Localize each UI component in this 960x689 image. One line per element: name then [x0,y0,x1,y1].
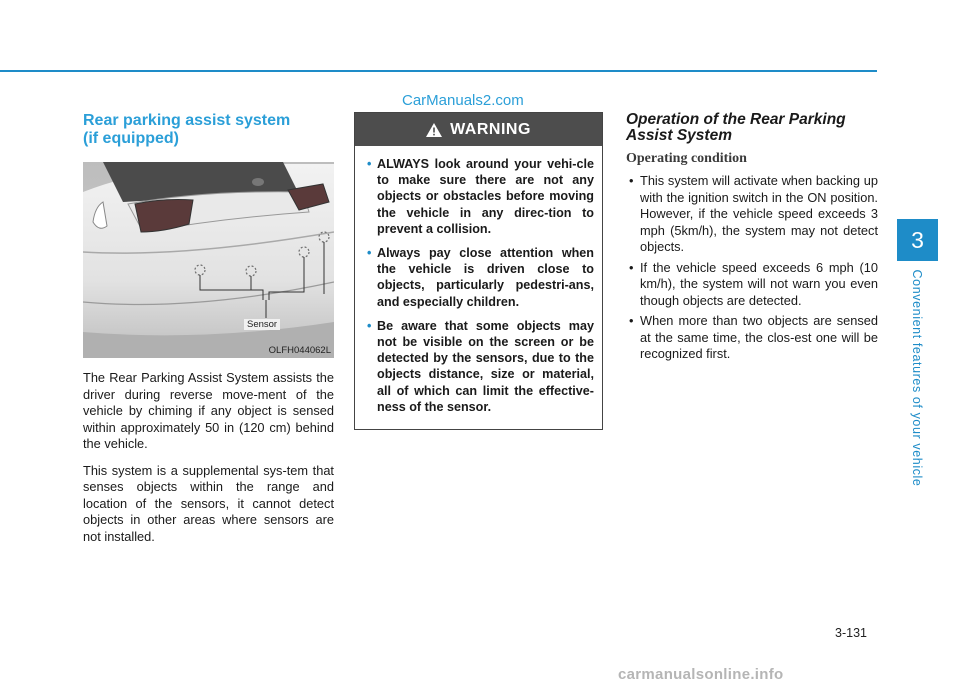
condition-item: • When more than two objects are sensed at the same time, the clos-est one will be recognized first. [626,313,878,363]
warning-title: WARNING [450,120,531,138]
warning-box [354,112,603,430]
section-title: Rear parking assist system (if equipped) [83,112,291,147]
chapter-number: 3 [911,226,924,253]
left-column [83,112,334,545]
warning-item: • Always pay close attention when the vehicle is driven close to objects, particularly pedestri-ans, and especially children. [367,245,594,310]
operation-title: Operation of the Rear Parking Assist System [626,111,846,144]
watermark-top: CarManuals2.com [402,92,524,109]
header-rule [0,70,877,72]
condition-item: • If the vehicle speed exceeds 6 mph (10 km/h), the system will not warn you even though objects are detected. [626,260,878,310]
sensor-callout: Sensor [244,319,280,330]
figure-code: OLFH044062L [268,345,331,356]
warning-item: • Be aware that some objects may not be visible on the screen or be detected by the sensors, due to the objects distance, size or material, all of which can limit the effective-ness of the sensor. [367,318,594,415]
page-number: 3-131 [835,626,867,640]
rear-bumper-figure [83,162,334,358]
chapter-title-vertical: Convenient features of your vehicle [910,269,924,487]
warning-item: • ALWAYS look around your vehi-cle to make sure there are not any objects or obstacles before moving the vehicle in any direc-tion to prevent a collision. [367,156,594,237]
car-rear-illustration [83,162,334,358]
chapter-tab [897,219,938,261]
intro-paragraph: The Rear Parking Assist System assists the driver during reverse move-ment of the vehicle by chiming if any object is sensed within approximately 50 in (120 cm) behind the vehicle. [83,370,334,451]
warning-list [355,146,602,415]
watermark-bottom: carmanualsonline.info [618,666,784,683]
warning-triangle-icon [426,123,442,137]
condition-item: • This system will activate when backing up with the ignition switch in the ON position. However, if the vehicle speed exceeds 3 mph (5km/h), the system may not detect objects. [626,173,878,256]
supplemental-paragraph: This system is a supplemental sys-tem that senses objects within the range and location of the sensors, it cannot detect objects in other areas where sensors are not installed. [83,462,334,544]
warning-header [355,113,602,146]
condition-list [626,173,878,363]
right-column [626,112,878,367]
operating-condition-heading: Operating condition [626,151,747,166]
